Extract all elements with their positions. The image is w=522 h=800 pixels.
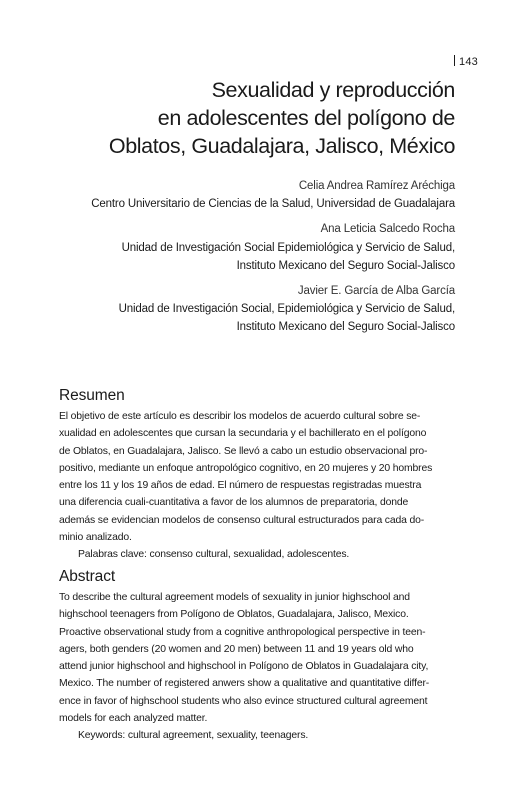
- abstract-section: [59, 567, 456, 745]
- author-entry: [35, 282, 455, 337]
- article-title: [35, 76, 455, 160]
- abstract-body: [59, 589, 456, 745]
- text-line: positivo, mediante un enfoque antropológico cognitivo, en 20 mujeres y 20 hombres: [59, 462, 433, 474]
- section-heading: Abstract: [59, 568, 116, 585]
- author-affiliation: Instituto Mexicano del Seguro Social-Jalisco: [236, 321, 455, 334]
- page-number-value: 143: [459, 56, 478, 68]
- keywords: Palabras clave: consenso cultural, sexualidad, adolescentes.: [78, 549, 350, 561]
- text-line: El objetivo de este artículo es describir los modelos de acuerdo cultural sobre se-: [59, 411, 421, 422]
- resumen-section: [59, 386, 456, 564]
- text-line: highschool teenagers from Polígono de Oblatos, Guadalajara, Jalisco, Mexico.: [59, 609, 409, 621]
- title-line: en adolescentes del polígono de: [157, 106, 455, 130]
- author-list: [35, 177, 455, 344]
- keywords: Keywords: cultural agreement, sexuality, teenagers.: [78, 730, 309, 742]
- text-line: attend junior highschool and highschool in Polígono de Oblatos in Guadalajara city,: [59, 661, 429, 673]
- text-line: To describe the cultural agreement models of sexuality in junior highschool and: [59, 592, 410, 603]
- author-entry: [35, 220, 455, 275]
- author-affiliation: Centro Universitario de Ciencias de la Salud, Universidad de Guadalajara: [91, 198, 455, 211]
- text-line: models for each analyzed matter.: [59, 713, 208, 725]
- text-line: una diferencia cuali-cuantitativa a favor de los alumnos de preparatoria, donde: [59, 497, 409, 509]
- text-line: ence in favor of highschool students who also evince structured cultural agreement: [59, 695, 428, 707]
- resumen-body: [59, 408, 456, 564]
- title-line: Sexualidad y reproducción: [211, 78, 455, 102]
- author-affiliation: Unidad de Investigación Social Epidemiológica y Servicio de Salud,: [121, 241, 455, 254]
- page-number-divider: [454, 55, 455, 66]
- text-line: Mexico. The number of registered anwers show a qualitative and quantitative differ-: [59, 678, 430, 690]
- text-line: entre los 11 y los 19 años de edad. El número de respuestas registradas muestra: [59, 480, 422, 492]
- author-name: Celia Andrea Ramírez Aréchiga: [298, 180, 455, 192]
- author-entry: [35, 177, 455, 213]
- author-name: Ana Leticia Salcedo Rocha: [320, 223, 455, 236]
- author-affiliation: Unidad de Investigación Social, Epidemiológica y Servicio de Salud,: [118, 303, 455, 316]
- text-line: agers, both genders (20 women and 20 men) between 11 and 19 years old who: [59, 643, 414, 655]
- text-line: además se evidencian modelos de consenso cultural estructurados para cada do-: [59, 514, 425, 526]
- text-line: Proactive observational study from a cognitive anthropological perspective in teen-: [59, 626, 426, 638]
- author-affiliation: Instituto Mexicano del Seguro Social-Jalisco: [236, 259, 455, 272]
- page-number: [454, 55, 478, 68]
- section-heading: Resumen: [59, 387, 125, 404]
- title-line: Oblatos, Guadalajara, Jalisco, México: [108, 134, 455, 158]
- text-line: minio analizado.: [59, 532, 132, 544]
- author-name: Javier E. García de Alba García: [297, 285, 455, 298]
- text-line: de Oblatos, en Guadalajara, Jalisco. Se llevó a cabo un estudio observacional pro-: [59, 445, 428, 457]
- text-line: xualidad en adolescentes que cursan la secundaria y el bachillerato en el polígono: [59, 428, 427, 440]
